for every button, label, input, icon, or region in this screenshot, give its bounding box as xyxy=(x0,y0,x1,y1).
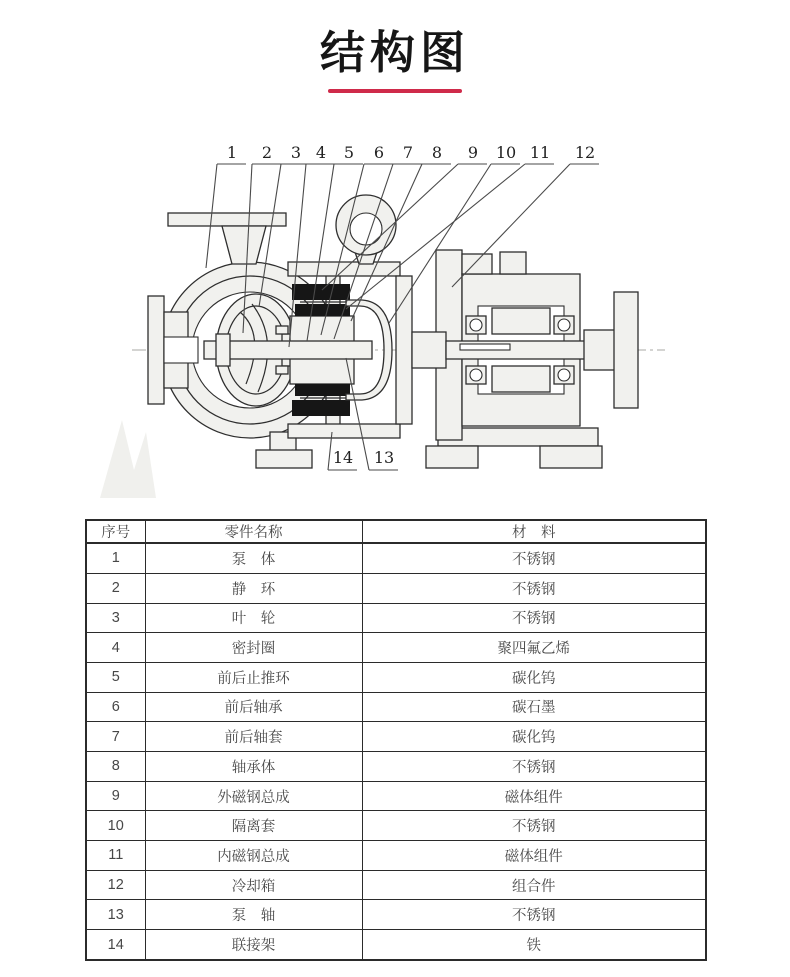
table-row xyxy=(86,900,706,930)
parts-table xyxy=(85,519,707,961)
table-header-col-0: 序号 xyxy=(86,520,145,543)
table-row xyxy=(86,603,706,633)
callout-label-2: 2 xyxy=(261,143,273,162)
table-cell-r10-c0: 10 xyxy=(86,811,145,841)
parts-table-body xyxy=(86,543,706,960)
table-cell-r9-c1: 外磁钢总成 xyxy=(145,781,362,811)
callout-label-13: 13 xyxy=(373,448,395,467)
watermark-logo xyxy=(100,420,156,498)
table-cell-r13-c0: 13 xyxy=(86,900,145,930)
table-cell-r13-c2: 不锈钢 xyxy=(362,900,706,930)
table-cell-r1-c0: 1 xyxy=(86,543,145,573)
table-row xyxy=(86,930,706,960)
parts-table-head xyxy=(86,520,706,543)
callout-label-3: 3 xyxy=(290,143,302,162)
callout-label-9: 9 xyxy=(467,143,479,162)
table-cell-r2-c2: 不锈钢 xyxy=(362,573,706,603)
callout-label-12: 12 xyxy=(574,143,596,162)
coupling-flange xyxy=(584,292,638,408)
table-cell-r5-c0: 5 xyxy=(86,662,145,692)
table-cell-r13-c1: 泵 轴 xyxy=(145,900,362,930)
table-cell-r4-c1: 密封圈 xyxy=(145,633,362,663)
table-cell-r3-c2: 不锈钢 xyxy=(362,603,706,633)
table-cell-r6-c2: 碳石墨 xyxy=(362,692,706,722)
table-cell-r10-c1: 隔离套 xyxy=(145,811,362,841)
discharge-flange xyxy=(168,213,286,264)
page-title: 结构图 xyxy=(319,27,470,78)
table-row xyxy=(86,692,706,722)
table-row xyxy=(86,751,706,781)
table-row xyxy=(86,781,706,811)
table-cell-r11-c0: 11 xyxy=(86,841,145,871)
table-row xyxy=(86,543,706,573)
table-row xyxy=(86,633,706,663)
table-cell-r7-c2: 碳化钨 xyxy=(362,722,706,752)
table-header-col-1: 零件名称 xyxy=(145,520,362,543)
table-cell-r8-c2: 不锈钢 xyxy=(362,751,706,781)
table-cell-r12-c2: 组合件 xyxy=(362,870,706,900)
table-cell-r2-c0: 2 xyxy=(86,573,145,603)
table-cell-r8-c0: 8 xyxy=(86,751,145,781)
callout-label-5: 5 xyxy=(343,143,355,162)
table-cell-r6-c0: 6 xyxy=(86,692,145,722)
table-cell-r3-c1: 叶 轮 xyxy=(145,603,362,633)
bearing-housing xyxy=(462,252,580,426)
table-row xyxy=(86,573,706,603)
table-row xyxy=(86,811,706,841)
callout-label-7: 7 xyxy=(402,143,414,162)
table-cell-r14-c1: 联接架 xyxy=(145,930,362,960)
table-cell-r11-c2: 磁体组件 xyxy=(362,841,706,871)
table-cell-r4-c2: 聚四氟乙烯 xyxy=(362,633,706,663)
table-cell-r5-c1: 前后止推环 xyxy=(145,662,362,692)
callout-label-6: 6 xyxy=(373,143,385,162)
table-cell-r3-c0: 3 xyxy=(86,603,145,633)
table-header-row xyxy=(86,520,706,543)
table-row xyxy=(86,841,706,871)
callout-label-10: 10 xyxy=(495,143,517,162)
table-cell-r10-c2: 不锈钢 xyxy=(362,811,706,841)
table-row xyxy=(86,722,706,752)
table-cell-r12-c0: 12 xyxy=(86,870,145,900)
table-row xyxy=(86,662,706,692)
table-cell-r11-c1: 内磁钢总成 xyxy=(145,841,362,871)
callout-label-8: 8 xyxy=(431,143,443,162)
table-cell-r5-c2: 碳化钨 xyxy=(362,662,706,692)
table-cell-r7-c0: 7 xyxy=(86,722,145,752)
table-cell-r9-c2: 磁体组件 xyxy=(362,781,706,811)
table-cell-r14-c2: 铁 xyxy=(362,930,706,960)
callout-label-11: 11 xyxy=(529,143,551,162)
table-cell-r9-c0: 9 xyxy=(86,781,145,811)
callout-label-1: 1 xyxy=(226,143,238,162)
table-cell-r4-c0: 4 xyxy=(86,633,145,663)
table-cell-r7-c1: 前后轴套 xyxy=(145,722,362,752)
table-cell-r1-c1: 泵 体 xyxy=(145,543,362,573)
table-cell-r14-c0: 14 xyxy=(86,930,145,960)
table-cell-r8-c1: 轴承体 xyxy=(145,751,362,781)
table-header-col-2: 材 料 xyxy=(362,520,706,543)
table-cell-r12-c1: 冷却箱 xyxy=(145,870,362,900)
callout-label-4: 4 xyxy=(315,143,327,162)
table-row xyxy=(86,870,706,900)
table-cell-r6-c1: 前后轴承 xyxy=(145,692,362,722)
table-cell-r2-c1: 静 环 xyxy=(145,573,362,603)
table-cell-r1-c2: 不锈钢 xyxy=(362,543,706,573)
callout-label-14: 14 xyxy=(332,448,354,467)
